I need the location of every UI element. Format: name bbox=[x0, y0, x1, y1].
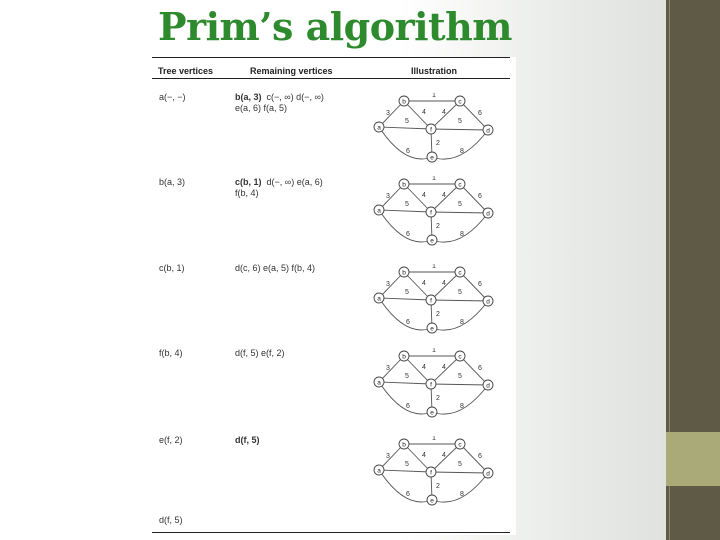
vertex-label: e bbox=[430, 497, 434, 505]
edge-weight-label: 8 bbox=[460, 319, 464, 326]
vertex-label: d bbox=[486, 127, 490, 135]
edge-weight-label: 2 bbox=[436, 395, 440, 402]
table-top-rule bbox=[152, 57, 510, 58]
tree-vertex-cell: b(a, 3) bbox=[159, 177, 186, 187]
edge-weight-label: 8 bbox=[460, 403, 464, 410]
vertex-label: f bbox=[430, 126, 432, 134]
edge-weight-label: 1 bbox=[432, 264, 436, 270]
graph-edge bbox=[458, 353, 488, 385]
column-header-illustration: Illustration bbox=[411, 66, 458, 76]
edge-weight-label: 4 bbox=[422, 109, 426, 116]
vertex-label: c bbox=[458, 181, 462, 189]
edge-weight-label: 4 bbox=[442, 109, 446, 116]
vertex-label: d bbox=[486, 298, 490, 306]
edge-weight-label: 1 bbox=[432, 176, 436, 182]
vertex-label: c bbox=[458, 269, 462, 277]
vertex-label: b bbox=[402, 441, 406, 449]
vertex-label: f bbox=[430, 297, 432, 305]
edge-weight-label: 8 bbox=[460, 148, 464, 155]
vertex-label: c bbox=[458, 441, 462, 449]
edge-weight-label: 4 bbox=[442, 452, 446, 459]
edge-weight-label: 4 bbox=[422, 364, 426, 371]
graph-edge bbox=[458, 269, 488, 301]
selected-vertex-cell: d(f, 5) bbox=[235, 435, 260, 445]
vertex-label: d bbox=[486, 470, 490, 478]
tree-vertex-cell: a(−, −) bbox=[159, 92, 186, 102]
edge-weight-label: 6 bbox=[406, 403, 410, 410]
edge-weight-label: 1 bbox=[432, 348, 436, 354]
tree-vertex-cell: e(f, 2) bbox=[159, 435, 183, 445]
vertex-label: a bbox=[377, 207, 381, 215]
edge-weight-label: 6 bbox=[406, 319, 410, 326]
tree-vertex-cell: f(b, 4) bbox=[159, 348, 183, 358]
vertex-label: b bbox=[402, 98, 406, 106]
edge-weight-label: 2 bbox=[436, 311, 440, 318]
graph-illustration bbox=[360, 348, 500, 434]
graph-edge bbox=[458, 98, 488, 130]
edge-weight-label: 1 bbox=[432, 93, 436, 99]
remaining-vertices-line2: e(a, 6) f(a, 5) bbox=[235, 103, 288, 113]
edge-weight-label: 3 bbox=[386, 365, 390, 372]
vertex-label: f bbox=[430, 469, 432, 477]
vertex-label: b bbox=[402, 353, 406, 361]
edge-weight-label: 6 bbox=[478, 453, 482, 460]
edge-weight-label: 1 bbox=[432, 436, 436, 442]
graph-edge bbox=[379, 470, 431, 472]
vertex-label: e bbox=[430, 325, 434, 333]
vertex-label: d bbox=[486, 210, 490, 218]
edge-weight-label: 5 bbox=[405, 118, 409, 125]
edge-weight-label: 3 bbox=[386, 453, 390, 460]
edge-weight-label: 4 bbox=[422, 452, 426, 459]
sidebar-accent-block bbox=[666, 432, 720, 486]
vertex-label: b bbox=[402, 181, 406, 189]
edge-weight-label: 8 bbox=[460, 231, 464, 238]
graph-edge bbox=[458, 441, 488, 473]
edge-weight-label: 4 bbox=[442, 192, 446, 199]
edge-weight-label: 4 bbox=[442, 364, 446, 371]
vertex-label: a bbox=[377, 295, 381, 303]
graph-edge bbox=[431, 212, 488, 213]
edge-weight-label: 4 bbox=[422, 192, 426, 199]
edge-weight-label: 5 bbox=[458, 461, 462, 468]
right-decorative-bar bbox=[666, 0, 720, 540]
edge-weight-label: 6 bbox=[406, 231, 410, 238]
edge-weight-label: 3 bbox=[386, 281, 390, 288]
remaining-vertices-cell: d(−, ∞) e(a, 6) bbox=[266, 177, 323, 187]
vertex-label: e bbox=[430, 154, 434, 162]
edge-weight-label: 5 bbox=[405, 201, 409, 208]
graph-illustration bbox=[360, 93, 500, 179]
graph-edge bbox=[431, 472, 488, 473]
edge-weight-label: 2 bbox=[436, 483, 440, 490]
edge-weight-label: 2 bbox=[436, 140, 440, 147]
edge-weight-label: 3 bbox=[386, 193, 390, 200]
vertex-label: a bbox=[377, 467, 381, 475]
graph-edge bbox=[431, 384, 488, 385]
edge-weight-label: 4 bbox=[442, 280, 446, 287]
slide-title: Prim’s algorithm bbox=[158, 4, 512, 49]
column-header-remaining-vertices: Remaining vertices bbox=[250, 66, 333, 76]
vertex-label: e bbox=[430, 237, 434, 245]
graph-edge bbox=[379, 127, 431, 129]
edge-weight-label: 5 bbox=[405, 461, 409, 468]
vertex-label: c bbox=[458, 353, 462, 361]
vertex-label: f bbox=[430, 381, 432, 389]
table-bottom-rule bbox=[152, 532, 510, 533]
tree-vertex-cell: c(b, 1) bbox=[159, 263, 185, 273]
edge-weight-label: 6 bbox=[478, 281, 482, 288]
graph-illustration bbox=[360, 436, 500, 522]
vertex-label: c bbox=[458, 98, 462, 106]
graph-edge bbox=[379, 382, 431, 384]
edge-weight-label: 8 bbox=[460, 491, 464, 498]
edge-weight-label: 6 bbox=[406, 148, 410, 155]
graph-illustration bbox=[360, 176, 500, 262]
vertex-label: a bbox=[377, 124, 381, 132]
selected-vertex-cell: c(b, 1) bbox=[235, 177, 262, 187]
vertex-label: d bbox=[486, 382, 490, 390]
remaining-vertices-cell: d(c, 6) e(a, 5) f(b, 4) bbox=[235, 263, 316, 273]
edge-weight-label: 5 bbox=[405, 289, 409, 296]
vertex-label: e bbox=[430, 409, 434, 417]
remaining-vertices-cell: c(−, ∞) d(−, ∞) bbox=[266, 92, 324, 102]
edge-weight-label: 6 bbox=[478, 193, 482, 200]
edge-weight-label: 4 bbox=[422, 280, 426, 287]
remaining-vertices-cell: d(f, 5) e(f, 2) bbox=[235, 348, 285, 358]
vertex-label: a bbox=[377, 379, 381, 387]
graph-edge bbox=[379, 210, 431, 212]
vertex-label: b bbox=[402, 269, 406, 277]
graph-edge bbox=[458, 181, 488, 213]
selected-vertex-cell: b(a, 3) bbox=[235, 92, 262, 102]
graph-edge bbox=[431, 300, 488, 301]
edge-weight-label: 6 bbox=[406, 491, 410, 498]
column-header-tree-vertices: Tree vertices bbox=[158, 66, 214, 76]
edge-weight-label: 5 bbox=[458, 289, 462, 296]
vertex-label: f bbox=[430, 209, 432, 217]
edge-weight-label: 6 bbox=[478, 110, 482, 117]
table-header-rule bbox=[152, 78, 510, 79]
graph-edge bbox=[379, 298, 431, 300]
edge-weight-label: 3 bbox=[386, 110, 390, 117]
edge-weight-label: 5 bbox=[405, 373, 409, 380]
edge-weight-label: 5 bbox=[458, 201, 462, 208]
edge-weight-label: 2 bbox=[436, 223, 440, 230]
edge-weight-label: 6 bbox=[478, 365, 482, 372]
edge-weight-label: 5 bbox=[458, 118, 462, 125]
graph-edge bbox=[431, 129, 488, 130]
tree-vertex-cell: d(f, 5) bbox=[159, 515, 183, 525]
edge-weight-label: 5 bbox=[458, 373, 462, 380]
graph-illustration bbox=[360, 264, 500, 350]
remaining-vertices-line2: f(b, 4) bbox=[235, 188, 259, 198]
